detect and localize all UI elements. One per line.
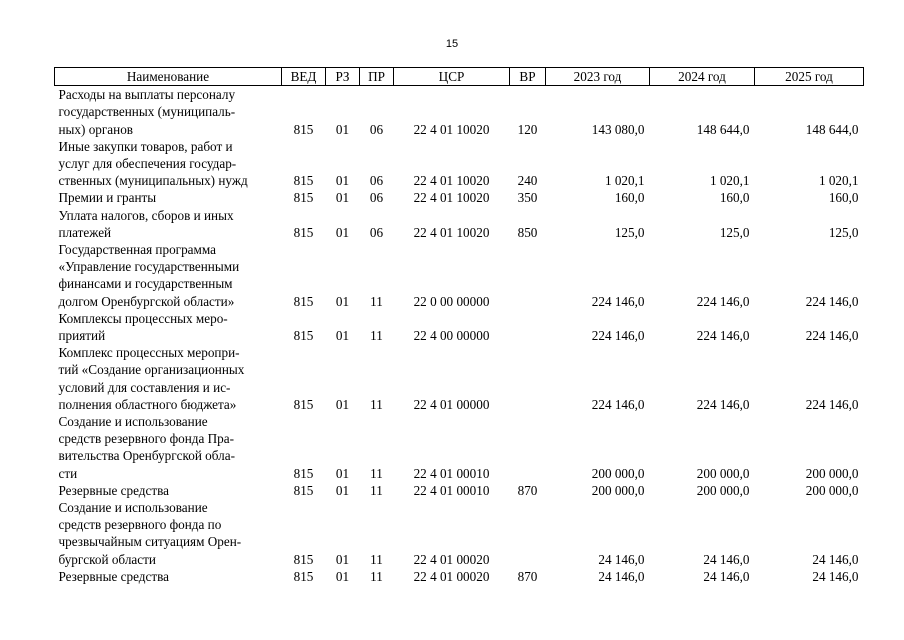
name-line: Комплексы процессных меро- bbox=[58, 310, 228, 326]
page-number: 15 bbox=[445, 38, 459, 50]
name-line: «Управление государственными bbox=[58, 259, 240, 275]
cell-pr: 11 bbox=[370, 551, 383, 567]
name-line: Государственная программа bbox=[58, 242, 216, 258]
cell-year-2025: 160,0 bbox=[828, 190, 859, 206]
cell-ved: 815 bbox=[293, 465, 314, 481]
cell-ved: 815 bbox=[293, 482, 314, 498]
cell-year-2023: 160,0 bbox=[614, 190, 645, 206]
cell-vr: 850 bbox=[517, 224, 538, 240]
table-row bbox=[55, 86, 864, 138]
table-row bbox=[55, 482, 864, 499]
header-ved: ВЕД bbox=[282, 68, 326, 86]
cell-year-2023: 24 146,0 bbox=[598, 568, 645, 584]
cell-vr: 870 bbox=[517, 568, 538, 584]
cell-rz: 01 bbox=[335, 190, 350, 206]
cell-year-2025: 224 146,0 bbox=[805, 293, 859, 309]
cell-rz: 01 bbox=[335, 568, 350, 584]
cell-vr bbox=[510, 413, 546, 482]
cell-year-2023: 224 146,0 bbox=[591, 396, 645, 412]
cell-pr: 11 bbox=[370, 328, 383, 344]
cell-rz: 01 bbox=[335, 551, 350, 567]
cell-name bbox=[55, 482, 282, 499]
cell-rz: 01 bbox=[335, 224, 350, 240]
cell-vr: 350 bbox=[517, 190, 538, 206]
cell-year-2025: 24 146,0 bbox=[812, 551, 859, 567]
name-line: Создание и использование bbox=[58, 414, 208, 430]
cell-csr: 22 4 00 00000 bbox=[413, 328, 490, 344]
header-csr: ЦСР bbox=[394, 68, 510, 86]
cell-year-2025: 24 146,0 bbox=[812, 568, 859, 584]
cell-pr: 06 bbox=[369, 173, 384, 189]
cell-year-2025: 200 000,0 bbox=[805, 465, 859, 481]
cell-name bbox=[55, 207, 282, 241]
cell-ved: 815 bbox=[293, 551, 314, 567]
cell-csr: 22 4 01 00000 bbox=[413, 396, 490, 412]
cell-vr: 240 bbox=[517, 173, 538, 189]
cell-name bbox=[55, 499, 282, 568]
cell-year-2024: 200 000,0 bbox=[696, 482, 750, 498]
cell-year-2025: 125,0 bbox=[828, 224, 859, 240]
cell-csr: 22 4 01 00010 bbox=[413, 482, 490, 498]
cell-ved: 815 bbox=[293, 396, 314, 412]
cell-name bbox=[55, 568, 282, 585]
cell-pr: 06 bbox=[369, 190, 384, 206]
header-rz: РЗ bbox=[326, 68, 360, 86]
name-line: платежей bbox=[58, 224, 112, 240]
header-year-2025: 2025 год bbox=[755, 68, 864, 86]
cell-year-2024: 224 146,0 bbox=[696, 396, 750, 412]
table-row bbox=[55, 241, 864, 310]
cell-year-2023: 224 146,0 bbox=[591, 293, 645, 309]
cell-year-2024: 224 146,0 bbox=[696, 293, 750, 309]
cell-csr: 22 4 01 10020 bbox=[413, 190, 490, 206]
cell-year-2024: 224 146,0 bbox=[696, 328, 750, 344]
cell-year-2023: 24 146,0 bbox=[598, 551, 645, 567]
name-line: средств резервного фонда по bbox=[58, 517, 222, 533]
cell-name bbox=[55, 241, 282, 310]
header-name: Наименование bbox=[55, 68, 282, 86]
cell-vr bbox=[510, 499, 546, 568]
cell-year-2023: 200 000,0 bbox=[591, 482, 645, 498]
table-row bbox=[55, 207, 864, 241]
budget-table bbox=[54, 67, 864, 585]
cell-csr: 22 4 01 00020 bbox=[413, 551, 490, 567]
table-row bbox=[55, 138, 864, 190]
table-row bbox=[55, 499, 864, 568]
cell-pr: 11 bbox=[370, 465, 383, 481]
cell-rz: 01 bbox=[335, 121, 350, 137]
name-line: долгом Оренбургской области» bbox=[58, 293, 235, 309]
table-row bbox=[55, 344, 864, 413]
name-line: Уплата налогов, сборов и иных bbox=[58, 207, 234, 223]
cell-csr: 22 4 01 10020 bbox=[413, 224, 490, 240]
cell-rz: 01 bbox=[335, 293, 350, 309]
cell-csr: 22 0 00 00000 bbox=[413, 293, 490, 309]
cell-ved: 815 bbox=[293, 328, 314, 344]
name-line: условий для составления и ис- bbox=[58, 379, 231, 395]
table-row bbox=[55, 310, 864, 344]
cell-rz: 01 bbox=[335, 465, 350, 481]
name-line: Комплекс процессных меропри- bbox=[58, 345, 240, 361]
cell-year-2024: 1 020,1 bbox=[709, 173, 750, 189]
cell-year-2024: 24 146,0 bbox=[703, 551, 750, 567]
cell-year-2025: 224 146,0 bbox=[805, 328, 859, 344]
name-line: сти bbox=[58, 465, 78, 481]
name-line: Создание и использование bbox=[58, 500, 208, 516]
cell-csr: 22 4 01 00020 bbox=[413, 568, 490, 584]
name-line: полнения областного бюджета» bbox=[58, 396, 237, 412]
name-line: ственных (муниципальных) нужд bbox=[58, 173, 248, 189]
cell-pr: 11 bbox=[370, 482, 383, 498]
cell-ved: 815 bbox=[293, 190, 314, 206]
cell-year-2024: 200 000,0 bbox=[696, 465, 750, 481]
name-line: Иные закупки товаров, работ и bbox=[58, 138, 233, 154]
cell-year-2025: 148 644,0 bbox=[805, 121, 859, 137]
cell-year-2023: 200 000,0 bbox=[591, 465, 645, 481]
cell-name bbox=[55, 413, 282, 482]
table-row bbox=[55, 189, 864, 206]
cell-csr: 22 4 01 00010 bbox=[413, 465, 490, 481]
cell-name bbox=[55, 86, 282, 138]
cell-pr: 06 bbox=[369, 121, 384, 137]
cell-ved: 815 bbox=[293, 173, 314, 189]
cell-year-2023: 1 020,1 bbox=[604, 173, 645, 189]
cell-name bbox=[55, 138, 282, 190]
cell-year-2025: 200 000,0 bbox=[805, 482, 859, 498]
name-line: приятий bbox=[58, 328, 106, 344]
header-year-2023: 2023 год bbox=[546, 68, 650, 86]
cell-year-2023: 224 146,0 bbox=[591, 328, 645, 344]
name-line: финансами и государственным bbox=[58, 276, 233, 292]
cell-ved: 815 bbox=[293, 293, 314, 309]
cell-name bbox=[55, 189, 282, 206]
cell-rz: 01 bbox=[335, 482, 350, 498]
cell-name bbox=[55, 310, 282, 344]
table-row bbox=[55, 413, 864, 482]
cell-pr: 11 bbox=[370, 568, 383, 584]
cell-vr bbox=[510, 344, 546, 413]
cell-rz: 01 bbox=[335, 396, 350, 412]
cell-vr: 120 bbox=[517, 121, 538, 137]
cell-year-2025: 224 146,0 bbox=[805, 396, 859, 412]
name-line: чрезвычайным ситуациям Орен- bbox=[58, 534, 242, 550]
cell-pr: 11 bbox=[370, 396, 383, 412]
cell-ved: 815 bbox=[293, 568, 314, 584]
cell-pr: 06 bbox=[369, 224, 384, 240]
cell-vr: 870 bbox=[517, 482, 538, 498]
name-line: Расходы на выплаты персоналу bbox=[58, 87, 236, 103]
cell-rz: 01 bbox=[335, 173, 350, 189]
table-body bbox=[55, 86, 864, 585]
cell-vr bbox=[510, 310, 546, 344]
name-line: Резервные средства bbox=[58, 568, 169, 584]
name-line: Премии и гранты bbox=[58, 190, 157, 206]
header-year-2024: 2024 год bbox=[650, 68, 755, 86]
cell-rz: 01 bbox=[335, 328, 350, 344]
cell-year-2024: 125,0 bbox=[719, 224, 750, 240]
name-line: ных) органов bbox=[58, 121, 134, 137]
cell-year-2024: 24 146,0 bbox=[703, 568, 750, 584]
cell-year-2023: 143 080,0 bbox=[591, 121, 645, 137]
cell-year-2025: 1 020,1 bbox=[818, 173, 859, 189]
table-header bbox=[55, 68, 864, 86]
header-vr: ВР bbox=[510, 68, 546, 86]
cell-name bbox=[55, 344, 282, 413]
cell-year-2024: 160,0 bbox=[719, 190, 750, 206]
name-line: тий «Создание организационных bbox=[58, 362, 245, 378]
cell-pr: 11 bbox=[370, 293, 383, 309]
table-row bbox=[55, 568, 864, 585]
name-line: вительства Оренбургской обла- bbox=[58, 448, 235, 464]
name-line: средств резервного фонда Пра- bbox=[58, 431, 235, 447]
header-pr: ПР bbox=[360, 68, 394, 86]
name-line: бургской области bbox=[58, 551, 156, 567]
name-line: услуг для обеспечения государ- bbox=[58, 156, 237, 172]
cell-year-2024: 148 644,0 bbox=[696, 121, 750, 137]
name-line: государственных (муниципаль- bbox=[58, 104, 236, 120]
cell-ved: 815 bbox=[293, 121, 314, 137]
cell-csr: 22 4 01 10020 bbox=[413, 173, 490, 189]
name-line: Резервные средства bbox=[58, 482, 169, 498]
cell-csr: 22 4 01 10020 bbox=[413, 121, 490, 137]
cell-ved: 815 bbox=[293, 224, 314, 240]
cell-vr bbox=[510, 241, 546, 310]
cell-year-2023: 125,0 bbox=[614, 224, 645, 240]
